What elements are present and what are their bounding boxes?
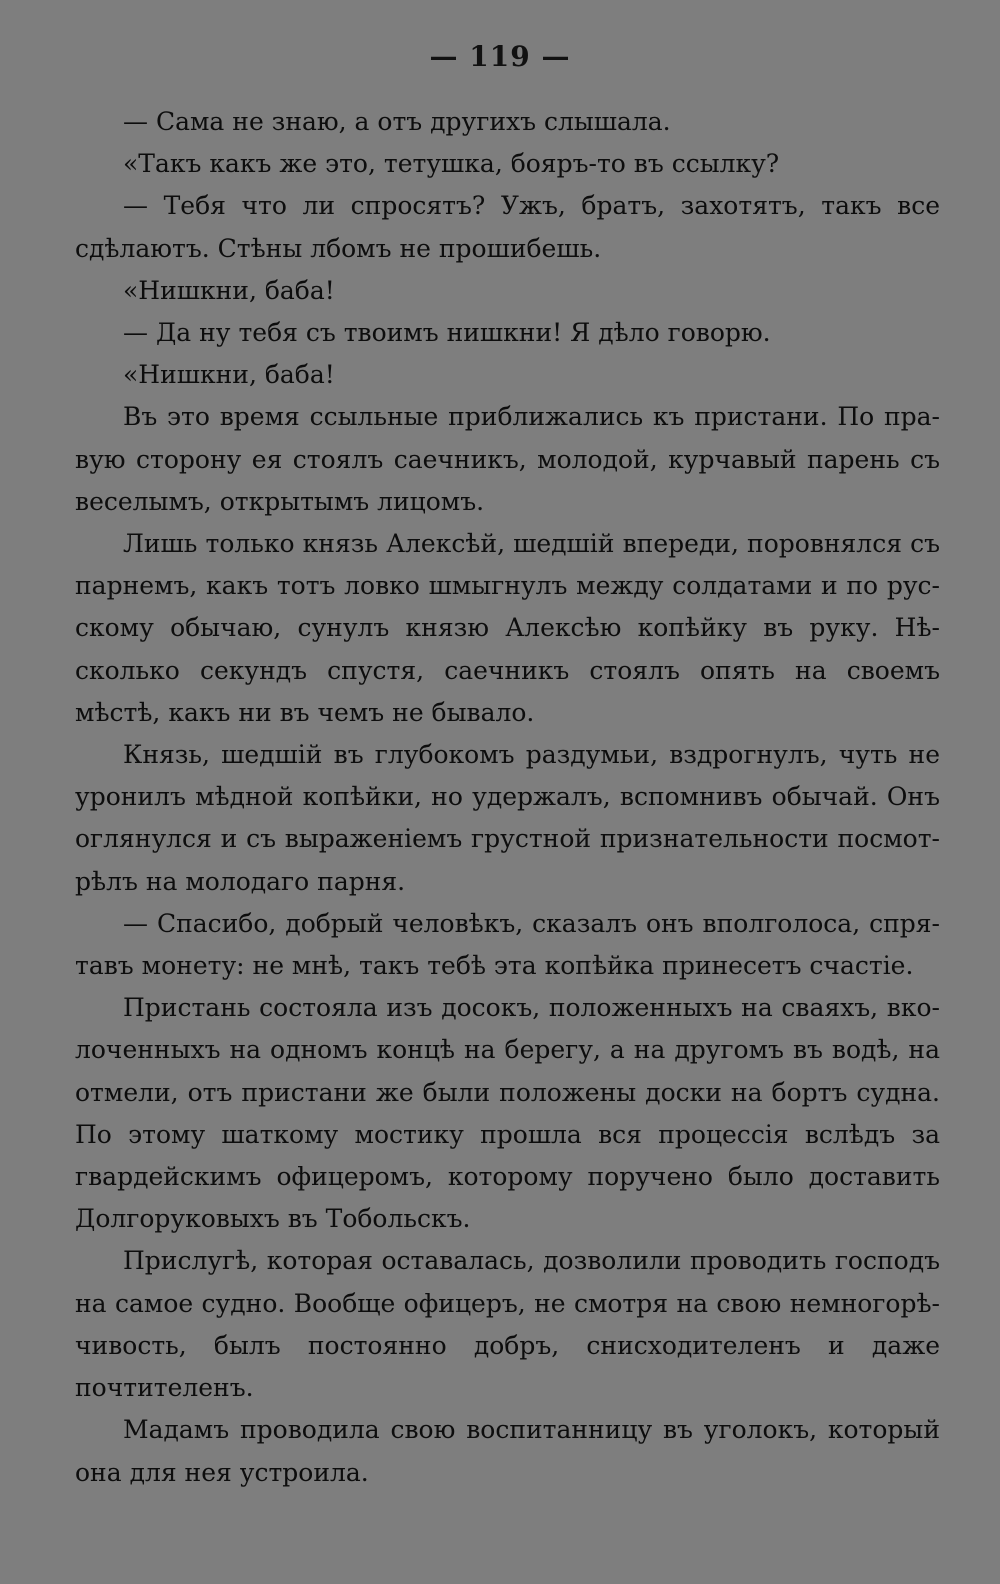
paragraph-2: «Такъ какъ же это, тетушка, бояръ-то въ ссылку? xyxy=(123,149,780,179)
paragraph-6: «Нишкни, баба! xyxy=(123,360,335,390)
paragraph-13: Мадамъ проводила свою воспитанницу въ уголокъ, который она для нея устроила. xyxy=(75,1415,940,1487)
paragraph-11: Пристань состояла изъ досокъ, положенныхъ на сваяхъ, вколоченныхъ на одномъ концѣ на берегу, а на другомъ въ водѣ, на отмели, отъ пристани же были положены доски на бортъ судна. По этому шаткому мостику прошла вся процессія вслѣдъ за гвардейскимъ офицеромъ, которому поручено было доставить Долгоруковыхъ въ Тобольскъ. xyxy=(75,993,940,1234)
paragraph-7: Въ это время ссыльные приближались къ пристани. По правую сторону ея стоялъ саечникъ, молодой, курчавый парень съ веселымъ, открытымъ лицомъ. xyxy=(75,402,940,516)
page-body xyxy=(75,101,940,1494)
paragraph-8: Лишь только князь Алексѣй, шедшій впереди, поровнялся съ парнемъ, какъ тотъ ловко шмыгнулъ между солдатами и по русскому обычаю, сунулъ князю Алексѣю копѣйку въ руку. Нѣсколько секундъ спустя, саечникъ стоялъ опять на своемъ мѣстѣ, какъ ни въ чемъ не бывало. xyxy=(75,529,940,727)
paragraph-9: Князь, шедшій въ глубокомъ раздумьи, вздрогнулъ, чуть не уронилъ мѣдной копѣйки, но удержалъ, вспомнивъ обычай. Онъ оглянулся и съ выраженіемъ грустной признательности посмотрѣлъ на молодаго парня. xyxy=(75,740,940,896)
paragraph-10: — Спасибо, добрый человѣкъ, сказалъ онъ вполголоса, спрятавъ монету: не мнѣ, такъ тебѣ эта копѣйка принесетъ счастіе. xyxy=(75,908,940,981)
paragraph-4: «Нишкни, баба! xyxy=(123,275,335,305)
paragraph-3: — Тебя что ли спросятъ? Ужъ, братъ, захотятъ, такъ все сдѣлаютъ. Стѣны лбомъ не прошибешь. xyxy=(75,191,940,263)
paragraph-1: — Сама не знаю, а отъ другихъ слышала. xyxy=(123,107,671,136)
paragraph-12: Прислугѣ, которая оставалась, дозволили проводить господъ на самое судно. Вообще офицеръ, не смотря на свою немногорѣчивость, былъ постоянно добръ, снисходителенъ и даже почтителенъ. xyxy=(75,1246,940,1403)
paragraph-5: — Да ну тебя съ твоимъ нишкни! Я дѣло говорю. xyxy=(123,318,771,348)
page-number: — 119 — xyxy=(429,40,571,73)
